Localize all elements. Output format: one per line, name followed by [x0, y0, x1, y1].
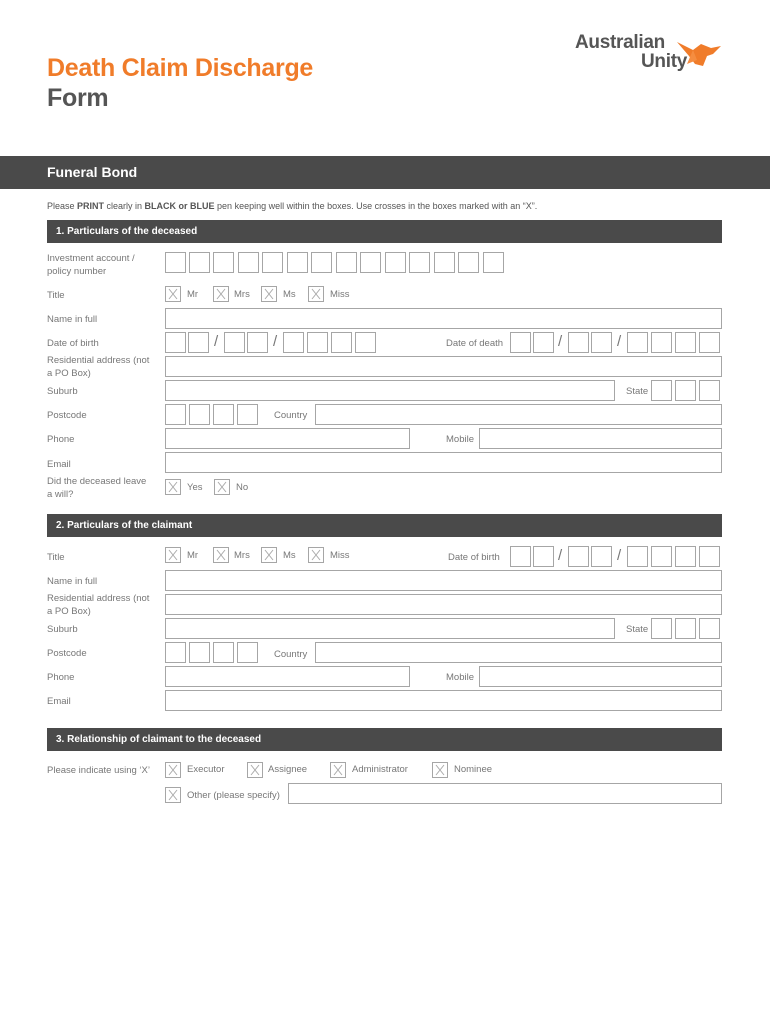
email-input[interactable]: [165, 452, 722, 473]
char-box[interactable]: [336, 252, 357, 273]
indicate-label: Please indicate using ‘X’: [47, 765, 150, 776]
claimant-address-input[interactable]: [165, 594, 722, 615]
state-box[interactable]: [675, 380, 696, 401]
checkbox-administrator[interactable]: [330, 762, 346, 778]
option-administrator-label: Administrator: [352, 764, 408, 775]
checkbox-miss[interactable]: [308, 547, 324, 563]
postcode-box[interactable]: [237, 404, 258, 425]
char-box[interactable]: [189, 252, 210, 273]
date-digit-box[interactable]: [699, 546, 720, 567]
claimant-mobile-label: Mobile: [446, 672, 474, 683]
claimant-state-label: State: [626, 624, 649, 635]
char-box[interactable]: [165, 252, 186, 273]
option-ms-label: Ms: [283, 550, 296, 561]
suburb-input[interactable]: [165, 380, 615, 401]
date-separator: /: [214, 333, 219, 350]
name-label: Name in full: [47, 314, 98, 325]
investment-account-label: Investment account / policy number: [47, 253, 135, 277]
form-title-line1: Death Claim Discharge: [47, 54, 314, 82]
checkbox-miss[interactable]: [308, 286, 324, 302]
date-digit-box[interactable]: [331, 332, 352, 353]
section-band-funeral-bond: [0, 156, 770, 189]
claimant-phone-label: Phone: [47, 672, 75, 683]
option-mrs-label: Mrs: [234, 550, 250, 561]
date-digit-box[interactable]: [247, 332, 268, 353]
checkbox-nominee[interactable]: [432, 762, 448, 778]
claimant-email-input[interactable]: [165, 690, 722, 711]
option-mr-label: Mr: [187, 550, 199, 561]
state-box[interactable]: [699, 380, 720, 401]
char-box[interactable]: [409, 252, 430, 273]
option-mr-label: Mr: [187, 289, 199, 300]
relationship-options: [165, 762, 525, 780]
option-nominee-label: Nominee: [454, 764, 493, 775]
option-ms-label: Ms: [283, 289, 296, 300]
section1-heading: 1. Particulars of the deceased: [47, 220, 722, 243]
option-miss-label: Miss: [330, 289, 350, 300]
claimant-name-label: Name in full: [47, 576, 98, 587]
state-box[interactable]: [651, 618, 672, 639]
claimant-title-options: [165, 547, 415, 565]
date-digit-box[interactable]: [675, 332, 696, 353]
date-digit-box[interactable]: [510, 546, 531, 567]
country-label: Country: [274, 410, 308, 421]
checkbox-mr[interactable]: [165, 286, 181, 302]
will-options: [165, 479, 285, 497]
form-title-line2: Form: [47, 84, 109, 112]
claimant-title-label: Title: [47, 552, 65, 563]
title-label: Title: [47, 290, 65, 301]
date-digit-box[interactable]: [699, 332, 720, 353]
char-box[interactable]: [458, 252, 479, 273]
char-box[interactable]: [360, 252, 381, 273]
option-assignee-label: Assignee: [268, 764, 308, 775]
date-digit-box[interactable]: [627, 332, 648, 353]
other-specify-input[interactable]: [288, 783, 722, 804]
claimant-dob-boxes: [510, 546, 725, 568]
date-digit-box[interactable]: [675, 546, 696, 567]
checkbox-ms[interactable]: [261, 547, 277, 563]
dob-boxes: [165, 332, 385, 354]
date-digit-box[interactable]: [591, 332, 612, 353]
date-digit-box[interactable]: [224, 332, 245, 353]
dod-label: Date of death: [446, 338, 504, 349]
state-box[interactable]: [651, 380, 672, 401]
option-executor-label: Executor: [187, 764, 225, 775]
address-label: Residential address (not a PO Box): [47, 355, 150, 379]
date-digit-box[interactable]: [651, 546, 672, 567]
option-mrs-label: Mrs: [234, 289, 250, 300]
postcode-box[interactable]: [189, 642, 210, 663]
mobile-label: Mobile: [446, 434, 474, 445]
claimant-suburb-label: Suburb: [47, 624, 78, 635]
dob-label: Date of birth: [47, 338, 99, 349]
char-box[interactable]: [311, 252, 332, 273]
country-input[interactable]: [315, 404, 722, 425]
checkbox-executor[interactable]: [165, 762, 181, 778]
state-box[interactable]: [675, 618, 696, 639]
band-title: Funeral Bond: [47, 164, 138, 180]
date-digit-box[interactable]: [627, 546, 648, 567]
date-digit-box[interactable]: [533, 546, 554, 567]
claimant-name-input[interactable]: [165, 570, 722, 591]
date-digit-box[interactable]: [510, 332, 531, 353]
postcode-label: Postcode: [47, 410, 87, 421]
state-box[interactable]: [699, 618, 720, 639]
date-digit-box[interactable]: [568, 332, 589, 353]
date-separator: /: [617, 547, 622, 564]
claimant-phone-input[interactable]: [165, 666, 410, 687]
checkbox-mr[interactable]: [165, 547, 181, 563]
claimant-country-input[interactable]: [315, 642, 722, 663]
date-digit-box[interactable]: [651, 332, 672, 353]
date-separator: /: [273, 333, 278, 350]
char-box[interactable]: [262, 252, 283, 273]
logo-text-line2: Unity: [641, 51, 688, 72]
date-digit-box[interactable]: [188, 332, 209, 353]
phone-label: Phone: [47, 434, 75, 445]
claimant-postcode-label: Postcode: [47, 648, 87, 659]
claimant-mobile-input[interactable]: [479, 666, 722, 687]
suburb-label: Suburb: [47, 386, 78, 397]
option-miss-label: Miss: [330, 550, 350, 561]
option-yes-label: Yes: [187, 482, 203, 493]
postcode-box[interactable]: [165, 404, 186, 425]
email-label: Email: [47, 459, 71, 470]
date-digit-box[interactable]: [533, 332, 554, 353]
name-input[interactable]: [165, 308, 722, 329]
checkbox-will-yes[interactable]: [165, 479, 181, 495]
claimant-address-label: Residential address (not a PO Box): [47, 593, 150, 617]
char-box[interactable]: [287, 252, 308, 273]
kingfisher-bird-icon: [673, 34, 723, 74]
claimant-dob-label: Date of birth: [448, 552, 500, 563]
checkbox-other[interactable]: [165, 787, 181, 803]
char-box[interactable]: [213, 252, 234, 273]
mobile-input[interactable]: [479, 428, 722, 449]
state-label: State: [626, 386, 649, 397]
postcode-box[interactable]: [237, 642, 258, 663]
logo-text-line1: Australian: [575, 32, 665, 53]
phone-input[interactable]: [165, 428, 410, 449]
title-options: [165, 286, 415, 304]
australian-unity-logo: [575, 32, 725, 80]
claimant-country-label: Country: [274, 649, 308, 660]
date-digit-box[interactable]: [307, 332, 328, 353]
postcode-box[interactable]: [213, 404, 234, 425]
date-digit-box[interactable]: [591, 546, 612, 567]
checkbox-will-no[interactable]: [214, 479, 230, 495]
will-label: Did the deceased leave a will?: [47, 476, 147, 500]
option-no-label: No: [236, 482, 249, 493]
date-digit-box[interactable]: [165, 332, 186, 353]
checkbox-mrs[interactable]: [213, 547, 229, 563]
instructions: Please PRINT clearly in BLACK or BLUE pen keeping well within the boxes. Use crosses in the boxes marked with an “X”.: [47, 201, 538, 211]
date-digit-box[interactable]: [355, 332, 376, 353]
claimant-suburb-input[interactable]: [165, 618, 615, 639]
section3-heading: 3. Relationship of claimant to the deceased: [47, 728, 722, 751]
checkbox-ms[interactable]: [261, 286, 277, 302]
section2-heading: 2. Particulars of the claimant: [47, 514, 722, 537]
postcode-box[interactable]: [165, 642, 186, 663]
checkbox-mrs[interactable]: [213, 286, 229, 302]
char-box[interactable]: [483, 252, 504, 273]
date-digit-box[interactable]: [283, 332, 304, 353]
postcode-box[interactable]: [213, 642, 234, 663]
char-box[interactable]: [434, 252, 455, 273]
date-separator: /: [558, 547, 563, 564]
date-separator: /: [558, 333, 563, 350]
date-digit-box[interactable]: [568, 546, 589, 567]
checkbox-assignee[interactable]: [247, 762, 263, 778]
option-other-label: Other (please specify): [187, 790, 280, 801]
postcode-box[interactable]: [189, 404, 210, 425]
char-box[interactable]: [385, 252, 406, 273]
claimant-email-label: Email: [47, 696, 71, 707]
address-input[interactable]: [165, 356, 722, 377]
date-separator: /: [617, 333, 622, 350]
dod-boxes: [510, 332, 725, 354]
char-box[interactable]: [238, 252, 259, 273]
